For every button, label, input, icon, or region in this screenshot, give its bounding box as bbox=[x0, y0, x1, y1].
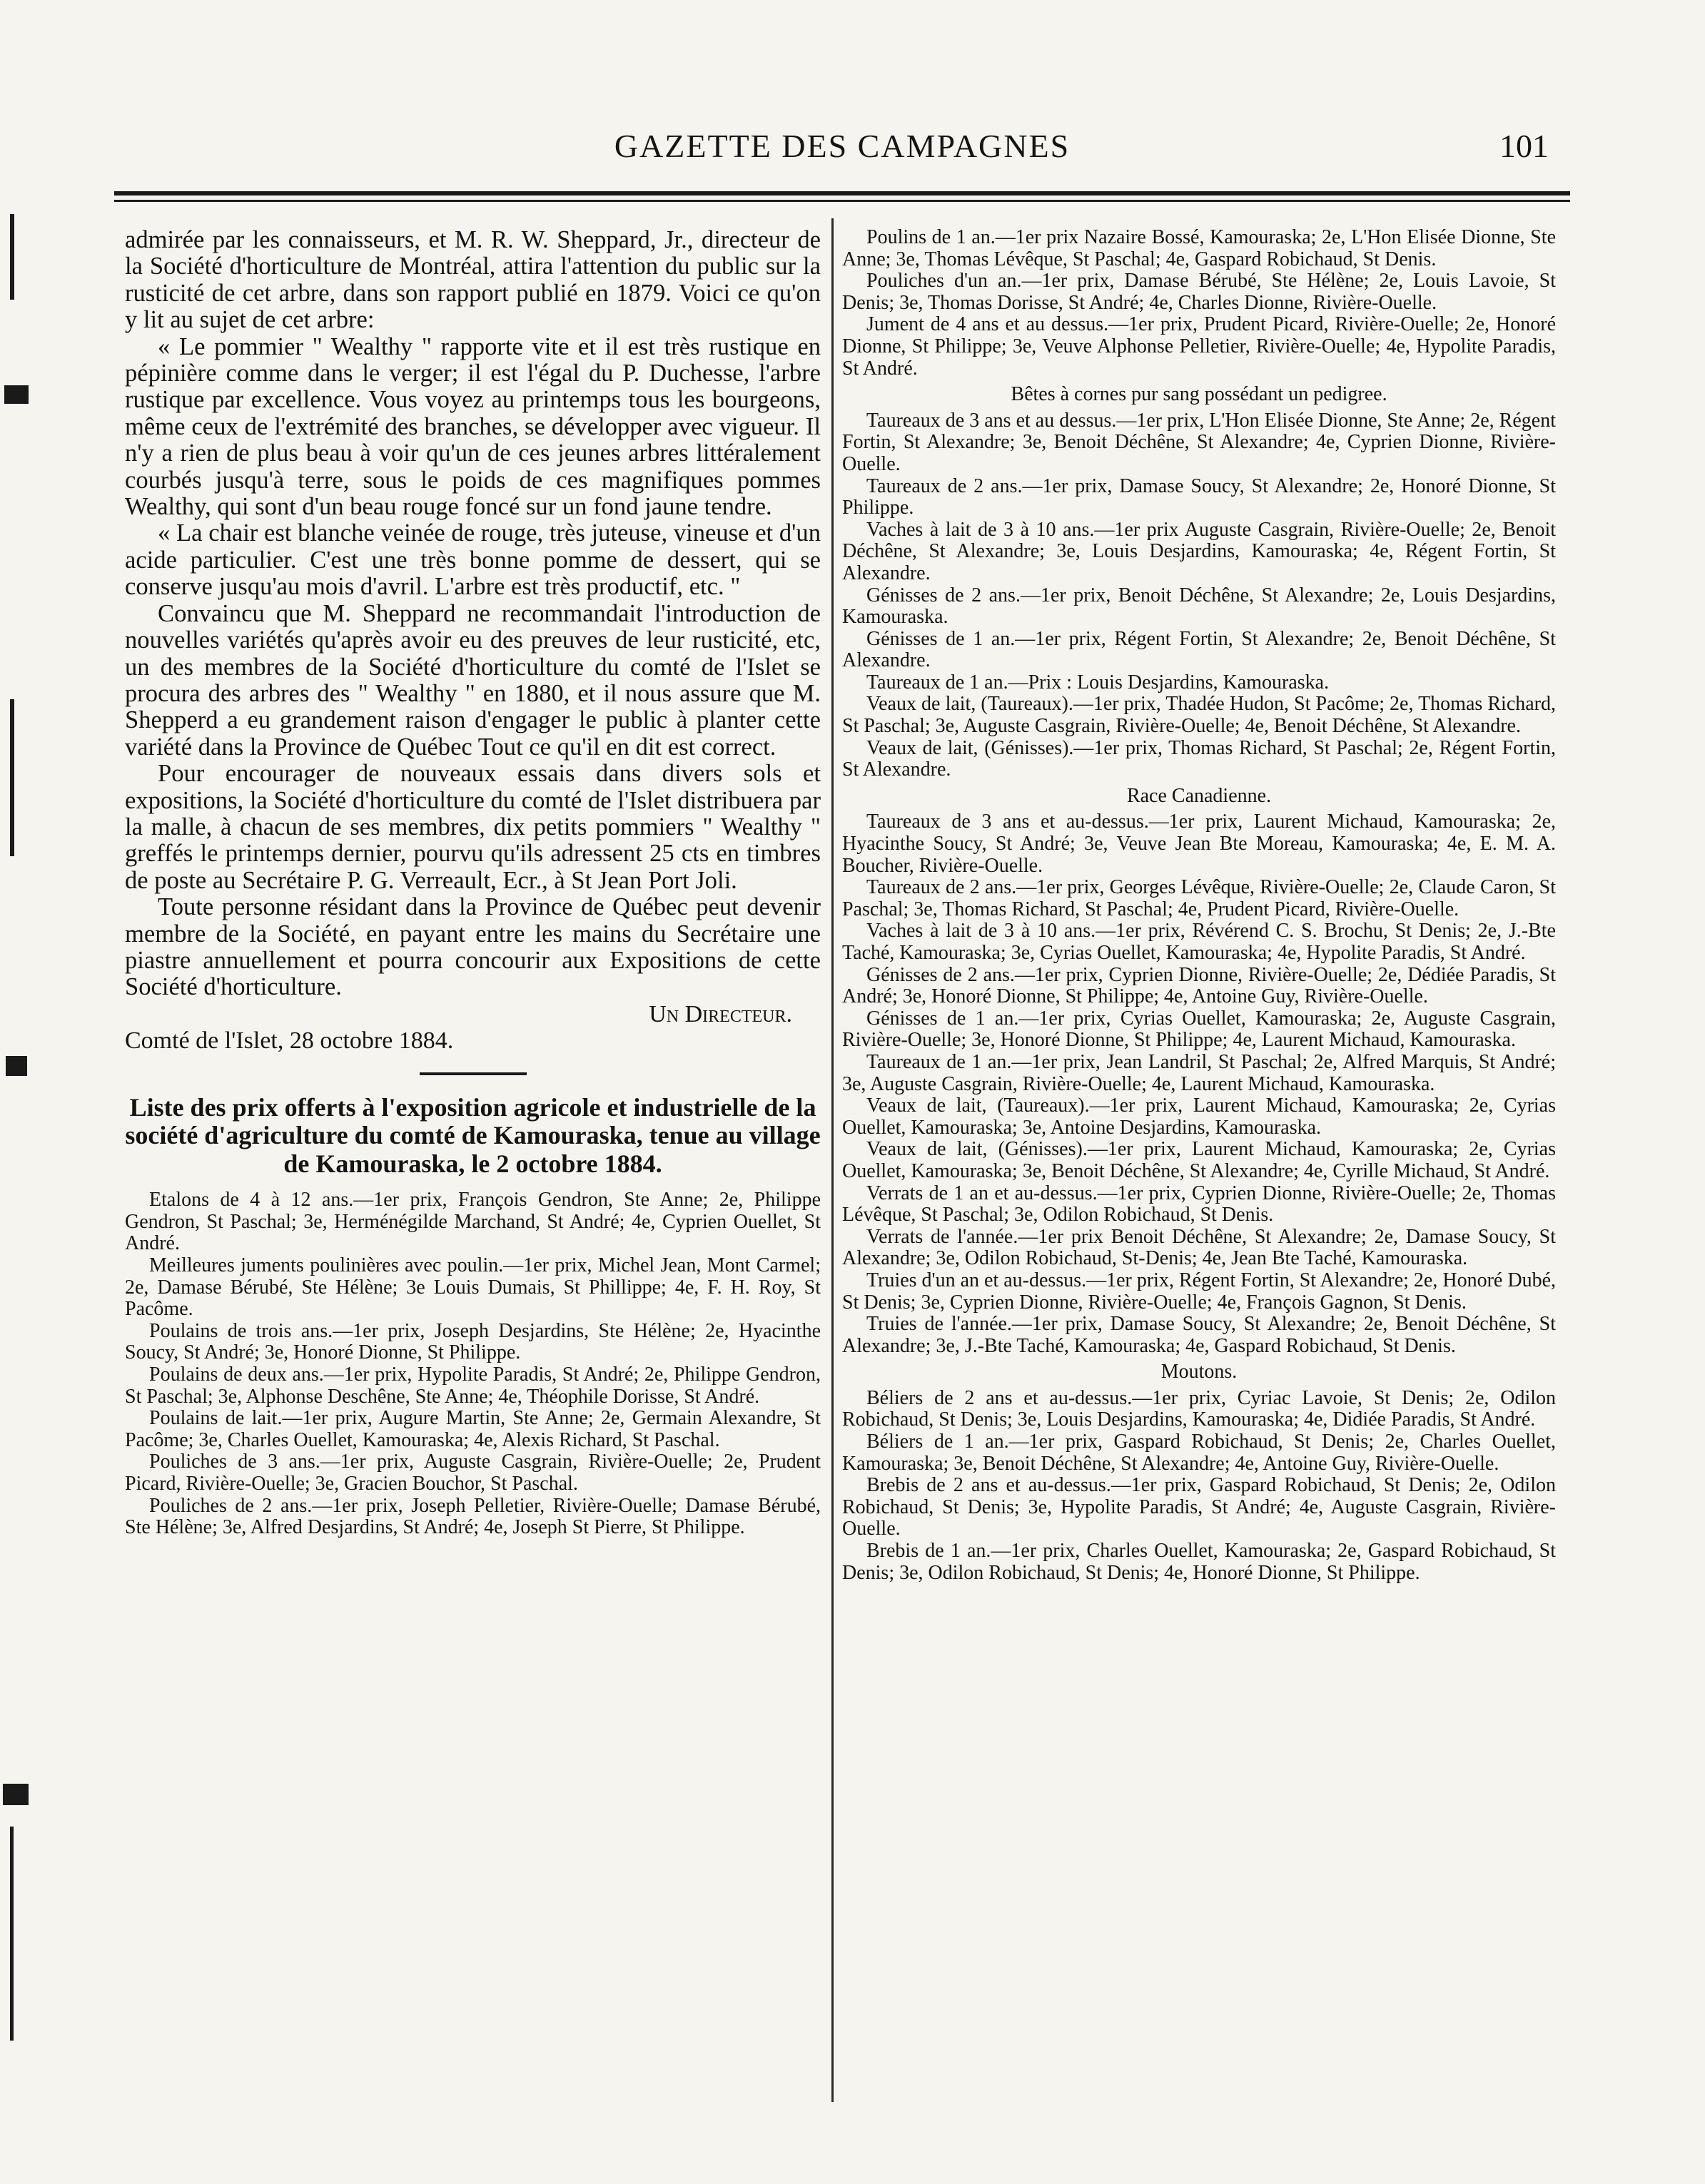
article-paragraph: Pour encourager de nouveaux essais dans divers sols et expositions, la Société d'horticulture du comté de l'Islet distribuera par la malle, à chacun de ses membres, dix petits pommiers " Wealthy " greffés le printemps dernier, pourvu qu'ils adressent 25 cts en timbres de poste au Secrétaire P. G. Verreault, Ecr., à St Jean Port Joli. bbox=[125, 760, 821, 894]
prize-entry: Veaux de lait, (Génisses).—1er prix, Laurent Michaud, Kamouraska; 2e, Cyrias Ouellet, Kamouraska; 3e, Benoit Déchêne, St Alexandre; 4e, Cyrille Michaud, St André. bbox=[842, 1138, 1556, 1182]
margin-stain bbox=[3, 1784, 29, 1805]
prize-entry: Meilleures juments poulinières avec poulin.—1er prix, Michel Jean, Mont Carmel; 2e, Damase Bérubé, Ste Hélène; 3e Louis Dumais, St Phillippe; 4e, F. H. Roy, St Pacôme. bbox=[125, 1254, 821, 1321]
prize-entry: Taureaux de 1 an.—Prix : Louis Desjardins, Kamouraska. bbox=[866, 671, 1330, 694]
prize-entry: Taureaux de 3 ans et au-dessus.—1er prix, Laurent Michaud, Kamouraska; 2e, Hyacinthe Soucy, St André; 3e, Veuve Jean Bte Moreau, Kamouraska; 4e, E. M. A. Boucher, Rivière-Ouelle. bbox=[842, 811, 1556, 877]
article-paragraph: « La chair est blanche veinée de rouge, très juteuse, vineuse et d'un acide particulier. C'est une très bonne pomme de dessert, qui se conserve jusqu'au mois d'avril. L'arbre est très productif, etc. " bbox=[125, 519, 821, 601]
prize-entry: Génisses de 1 an.—1er prix, Cyrias Ouellet, Kamouraska; 2e, Auguste Casgrain, Rivière-Ouelle; 3e, Honoré Dionne, St Philippe; 4e, Laurent Michaud, Kamouraska. bbox=[842, 1007, 1556, 1052]
margin-stain bbox=[6, 1056, 27, 1076]
prize-entry: Veaux de lait, (Taureaux).—1er prix, Laurent Michaud, Kamouraska; 2e, Cyrias Ouellet, Kamouraska; 3e, Antoine Desjardins, Kamouraska. bbox=[842, 1094, 1556, 1139]
page-title: GAZETTE DES CAMPAGNES bbox=[614, 128, 1071, 164]
article-paragraph: Convaincu que M. Sheppard ne recommandait l'introduction de nouvelles variétés qu'après avoir eu des preuves de leur rusticité, etc, un des membres de la Société d'horticulture du comté de l'Islet se procura des arbres des " Wealthy " en 1880, et il nous assure que M. Shepperd a eu grandement raison d'engager le public à planter cette variété dans la Province de Québec Tout ce qu'il en dit est correct. bbox=[125, 599, 821, 761]
article-dateline: Comté de l'Islet, 28 octobre 1884. bbox=[125, 1027, 454, 1054]
prize-entry: Pouliches d'un an.—1er prix, Damase Bérubé, Ste Hélène; 2e, Louis Lavoie, St Denis; 3e, Thomas Dorisse, St André; 4e, Charles Dionne, Rivière-Ouelle. bbox=[842, 270, 1556, 314]
article-paragraph: « Le pommier " Wealthy " rapporte vite et il est très rustique en pépinière comme dans le verger; il est l'égal du P. Duchesse, l'arbre rustique par excellence. Vous voyez au printemps tous les bourgeons, même ceux de l'extrémité des branches, se développer avec vigueur. Il n'y a rien de plus beau à voir qu'un de ces jeunes arbres littéralement courbés jusqu'à terre, sous le poids de ces magnifiques pommes Wealthy, qui sont d'un beau rouge foncé sur un fond jaune tendre. bbox=[125, 332, 821, 521]
prize-entry: Vaches à lait de 3 à 10 ans.—1er prix, Révérend C. S. Brochu, St Denis; 2e, J.-Bte Taché, Kamouraska; 3e, Cyrias Ouellet, Kamouraska; 4e, Hypolite Paradis, St André. bbox=[842, 920, 1556, 964]
prize-list-heading: Liste des prix offerts à l'exposition agricole et industrielle de la société d'agriculture du comté de Kamouraska, tenue au village de Kamouraska, le 2 octobre 1884. bbox=[125, 1092, 821, 1178]
prize-entry: Génisses de 1 an.—1er prix, Régent Fortin, St Alexandre; 2e, Benoit Déchêne, St Alexandre. bbox=[842, 627, 1556, 672]
prize-entry: Brebis de 1 an.—1er prix, Charles Ouellet, Kamouraska; 2e, Gaspard Robichaud, St Denis; 3e, Odilon Robichaud, St Denis; 4e, Honoré Dionne, St Philippe. bbox=[842, 1540, 1556, 1584]
prize-list-left bbox=[125, 1189, 821, 1539]
prize-entry: Poulins de 1 an.—1er prix Nazaire Bossé, Kamouraska; 2e, L'Hon Elisée Dionne, Ste Anne; 3e, Thomas Lévêque, St Paschal; 4e, Gaspard Robichaud, St Denis. bbox=[842, 226, 1556, 270]
prize-entry: Génisses de 2 ans.—1er prix, Cyprien Dionne, Rivière-Ouelle; 2e, Dédiée Paradis, St André; 3e, Honoré Dionne, St Philippe; 4e, Antoine Guy, Rivière-Ouelle. bbox=[842, 963, 1556, 1008]
prize-subheading: Moutons. bbox=[1160, 1361, 1238, 1383]
left-column bbox=[125, 227, 821, 1539]
prize-entry: Brebis de 2 ans et au-dessus.—1er prix, Gaspard Robichaud, St Denis; 2e, Odilon Robichaud, St Denis; 3e, Hypolite Paradis, St André; 4e, Auguste Casgrain, Rivière-Ouelle. bbox=[842, 1474, 1556, 1540]
prize-entry: Veaux de lait, (Génisses).—1er prix, Thomas Richard, St Paschal; 2e, Régent Fortin, St Alexandre. bbox=[842, 736, 1556, 781]
page-number: 101 bbox=[1499, 128, 1549, 164]
prize-entry: Veaux de lait, (Taureaux).—1er prix, Thadée Hudon, St Pacôme; 2e, Thomas Richard, St Paschal; 3e, Auguste Casgrain, Rivière-Ouelle; 4e, Benoit Déchêne, St Alexandre. bbox=[842, 693, 1556, 738]
prize-subheading: Race Canadienne. bbox=[1126, 784, 1272, 807]
prize-entry: Verrats de l'année.—1er prix Benoit Déchêne, St Alexandre; 2e, Damase Soucy, St Alexandre; 3e, Odilon Robichaud, St-Denis; 4e, Jean Bte Taché, Kamouraska. bbox=[842, 1225, 1556, 1270]
prize-entry: Poulains de lait.—1er prix, Augure Martin, Ste Anne; 2e, Germain Alexandre, St Pacôme; 3e, Charles Ouellet, Kamouraska; 4e, Alexis Richard, St Paschal. bbox=[125, 1407, 821, 1451]
prize-entry: Truies de l'année.—1er prix, Damase Soucy, St Alexandre; 2e, Benoit Déchêne, St Alexandre; 3e, J.-Bte Taché, Kamouraska; 4e, Gaspard Robichaud, St Denis. bbox=[842, 1313, 1556, 1357]
prize-subheading: Bêtes à cornes pur sang possédant un pedigree. bbox=[1011, 383, 1387, 406]
right-column bbox=[842, 227, 1556, 1584]
prize-entry: Béliers de 1 an.—1er prix, Gaspard Robichaud, St Denis; 2e, Charles Ouellet, Kamouraska; 3e, Benoit Déchêne, St Alexandre; 4e, Antoine Guy, Rivière-Ouelle. bbox=[842, 1431, 1556, 1475]
section-rule bbox=[420, 1072, 527, 1075]
prize-entry: Pouliches de 2 ans.—1er prix, Joseph Pelletier, Rivière-Ouelle; Damase Bérubé, Ste Hélène; 3e, Alfred Desjardins, St André; 4e, Joseph St Pierre, St Philippe. bbox=[125, 1494, 821, 1539]
prize-entry: Vaches à lait de 3 à 10 ans.—1er prix Auguste Casgrain, Rivière-Ouelle; 2e, Benoit Déchêne, St Alexandre; 3e, Louis Desjardins, Kamouraska; 4e, Régent Fortin, St Alexandre. bbox=[842, 518, 1556, 584]
prize-entry: Truies d'un an et au-dessus.—1er prix, Régent Fortin, St Alexandre; 2e, Honoré Dubé, St Denis; 3e, Cyprien Dionne, Rivière-Ouelle; 4e, François Gagnon, St Denis. bbox=[842, 1269, 1556, 1314]
page-header bbox=[107, 127, 1577, 170]
margin-stain bbox=[4, 385, 29, 404]
prize-entry: Taureaux de 3 ans et au dessus.—1er prix, L'Hon Elisée Dionne, Ste Anne; 2e, Régent Fortin, St Alexandre; 3e, Benoit Déchêne, St Alexandre; 4e, Cyprien Dionne, Rivière-Ouelle. bbox=[842, 409, 1556, 475]
prize-entry: Pouliches de 3 ans.—1er prix, Auguste Casgrain, Rivière-Ouelle; 2e, Prudent Picard, Rivière-Ouelle; 3e, Gracien Bouchor, St Paschal. bbox=[125, 1451, 821, 1495]
prize-entry: Béliers de 2 ans et au-dessus.—1er prix, Cyriac Lavoie, St Denis; 2e, Odilon Robichaud, St Denis; 3e, Louis Desjardins, Kamouraska; 4e, Didiée Paradis, St André. bbox=[842, 1386, 1556, 1431]
prize-entry: Taureaux de 1 an.—1er prix, Jean Landril, St Paschal; 2e, Alfred Marquis, St André; 3e, Auguste Casgrain, Rivière-Ouelle; 4e, Laurent Michaud, Kamouraska. bbox=[842, 1050, 1556, 1095]
article-signature: Un Directeur. bbox=[649, 1000, 792, 1027]
article-paragraph: Toute personne résidant dans la Province de Québec peut devenir membre de la Société, en payant entre les mains du Secrétaire une piastre annuellement et pourra concourir aux Expositions de cette Société d'horticulture. bbox=[125, 893, 821, 1001]
prize-entry: Génisses de 2 ans.—1er prix, Benoit Déchêne, St Alexandre; 2e, Louis Desjardins, Kamouraska. bbox=[842, 584, 1556, 629]
prize-entry: Taureaux de 2 ans.—1er prix, Damase Soucy, St Alexandre; 2e, Honoré Dionne, St Philippe. bbox=[842, 474, 1556, 519]
prize-entry: Verrats de 1 an et au-dessus.—1er prix, Cyprien Dionne, Rivière-Ouelle; 2e, Thomas Lévêque, St Paschal; 3e, Odilon Robichaud, St Denis. bbox=[842, 1182, 1556, 1226]
margin-stain bbox=[10, 1827, 14, 2041]
margin-stain bbox=[10, 214, 14, 300]
prize-entry: Poulains de trois ans.—1er prix, Joseph Desjardins, Ste Hélène; 2e, Hyacinthe Soucy, St André; 3e, Honoré Dionne, St Philippe. bbox=[125, 1319, 821, 1364]
header-rule-thin bbox=[114, 200, 1570, 202]
article-paragraph: admirée par les connaisseurs, et M. R. W. Sheppard, Jr., directeur de la Société d'horticulture de Montréal, attira l'attention du public sur la rusticité de cet arbre, dans son rapport publié en 1879. Voici ce qu'on y lit au sujet de cet arbre: bbox=[125, 226, 821, 334]
prize-entry: Etalons de 4 à 12 ans.—1er prix, François Gendron, Ste Anne; 2e, Philippe Gendron, St Paschal; 3e, Herménégilde Marchand, St André; 4e, Cyprien Ouellet, St André. bbox=[125, 1189, 821, 1255]
column-divider bbox=[831, 218, 834, 2102]
prize-entry: Taureaux de 2 ans.—1er prix, Georges Lévêque, Rivière-Ouelle; 2e, Claude Caron, St Paschal; 3e, Thomas Richard, St Paschal; 4e, Prudent Picard, Rivière-Ouelle. bbox=[842, 876, 1556, 920]
prize-entry: Jument de 4 ans et au dessus.—1er prix, Prudent Picard, Rivière-Ouelle; 2e, Honoré Dionne, St Philippe; 3e, Veuve Alphonse Pelletier, Rivière-Ouelle; 4e, Hypolite Paradis, St André. bbox=[842, 313, 1556, 380]
margin-stain bbox=[10, 699, 14, 856]
prize-entry: Poulains de deux ans.—1er prix, Hypolite Paradis, St André; 2e, Philippe Gendron, St Paschal; 3e, Alphonse Deschêne, Ste Anne; 4e, Théophile Dorisse, St André. bbox=[125, 1363, 821, 1408]
header-rule-thick bbox=[114, 191, 1570, 195]
